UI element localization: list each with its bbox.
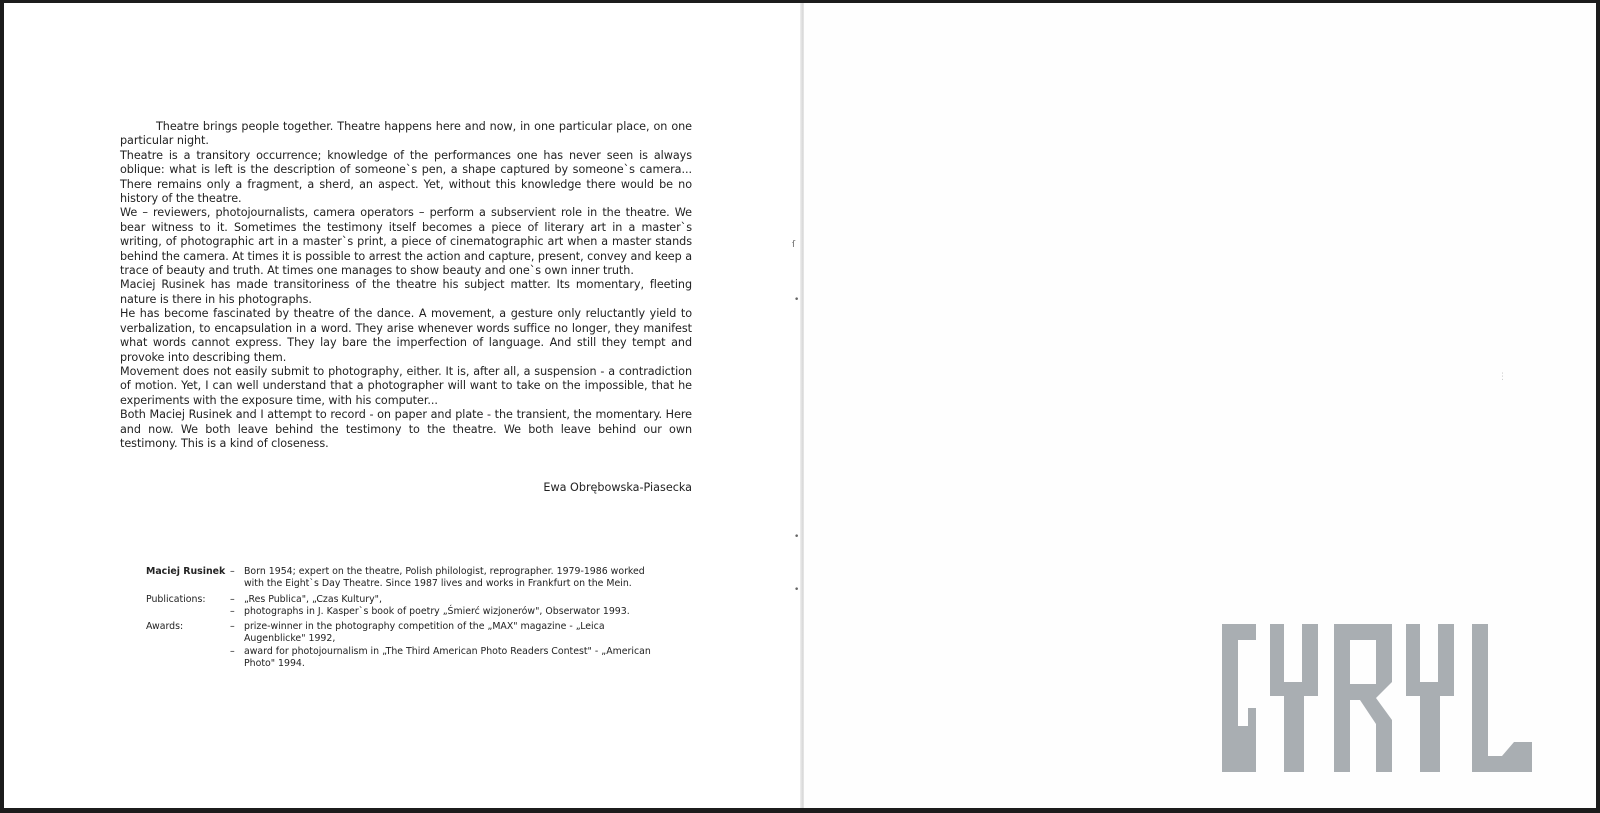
biography-section — [146, 566, 656, 673]
scan-speck: • — [794, 295, 800, 305]
publications-label: Publications: — [146, 593, 206, 605]
essay-text — [120, 120, 692, 451]
scan-speck: • — [794, 585, 800, 595]
essay-paragraph: Both Maciej Rusinek and I attempt to record - on paper and plate - the transient, the momentary. Here and now. We both leave behind the testimony to the theatre. We both leave behind our own testimony. This is a kind of closeness. — [120, 408, 692, 450]
scan-speck: • — [794, 532, 800, 542]
publication-item: „Res Publica", „Czas Kultury", — [244, 593, 382, 605]
bio-row-name — [146, 566, 656, 591]
essay-paragraph: Theatre brings people together. Theatre happens here and now, in one particular place, on one particular night. — [120, 120, 692, 148]
scan-speck: ⋮ — [1498, 372, 1507, 382]
bio-dash: – — [230, 645, 235, 657]
left-page — [4, 3, 801, 808]
bio-row-publications — [146, 594, 656, 619]
essay-paragraph: We – reviewers, photojournalists, camera operators – perform a subservient role in the theatre. We bear witness to it. Sometimes the testimony itself becomes a piece of literary art in a master`s writing, of photographic art in a master`s print, a piece of cinematographic art when a master stands behind the camera. At times it is possible to arrest the action and capture, present, convey and keep a trace of beauty and truth. At times one manages to show beauty and one`s own inner truth. — [120, 206, 692, 278]
award-item: award for photojournalism in „The Third American Photo Readers Contest" - „American Photo" 1994. — [244, 645, 651, 670]
essay-paragraph: He has become fascinated by theatre of the dance. A movement, a gesture only reluctantly yield to verbalization, to encapsulation in a word. They arise whenever words suffice no longer, they manifest what words cannot express. They lay bare the imperfection of language. And still they tempt and provoke into describing them. — [120, 307, 692, 364]
bio-name-text: Born 1954; expert on the theatre, Polish philologist, reprographer. 1979-1986 worked with the Eight`s Day Theatre. Since 1987 lives and works in Frankfurt on the Mein. — [244, 566, 645, 590]
bio-dash: – — [230, 621, 235, 633]
bio-row-awards — [146, 621, 656, 670]
awards-label: Awards: — [146, 621, 184, 633]
publication-item: photographs in J. Kasper`s book of poetry „Śmierć wizjonerów", Obserwator 1993. — [244, 605, 630, 617]
logo-glyphs — [1222, 624, 1532, 772]
essay-paragraph: Movement does not easily submit to photography, either. It is, after all, a suspension - a contradiction of motion. Yet, I can well understand that a photographer will want to take on the impossible, that he experiments with the exposure time, with his computer... — [120, 364, 692, 407]
award-item: prize-winner in the photography competition of the „MAX" magazine - „Leica Augenblicke" 1992, — [244, 621, 605, 645]
bio-dash: – — [230, 593, 235, 605]
bio-name: Maciej Rusinek — [146, 566, 226, 577]
bio-dash: – — [230, 566, 235, 577]
essay-paragraph: Maciej Rusinek has made transitoriness of the theatre his subject matter. Its momentary, fleeting nature is there in his photographs. — [120, 278, 692, 306]
bio-dash: – — [230, 605, 235, 617]
scan-speck: ſ — [792, 240, 796, 250]
author-signature: Ewa Obrębowska-Piasecka — [543, 481, 692, 494]
essay-paragraph: Theatre is a transitory occurrence; knowledge of the performances one has never seen is always oblique: what is left is the description of someone`s pen, a shape captured by someone`s camera... There remains only a fragment, a sherd, an aspect. Yet, without this knowledge there would be no history of the theatre. — [120, 148, 692, 206]
cyryl-logo — [1222, 624, 1562, 772]
